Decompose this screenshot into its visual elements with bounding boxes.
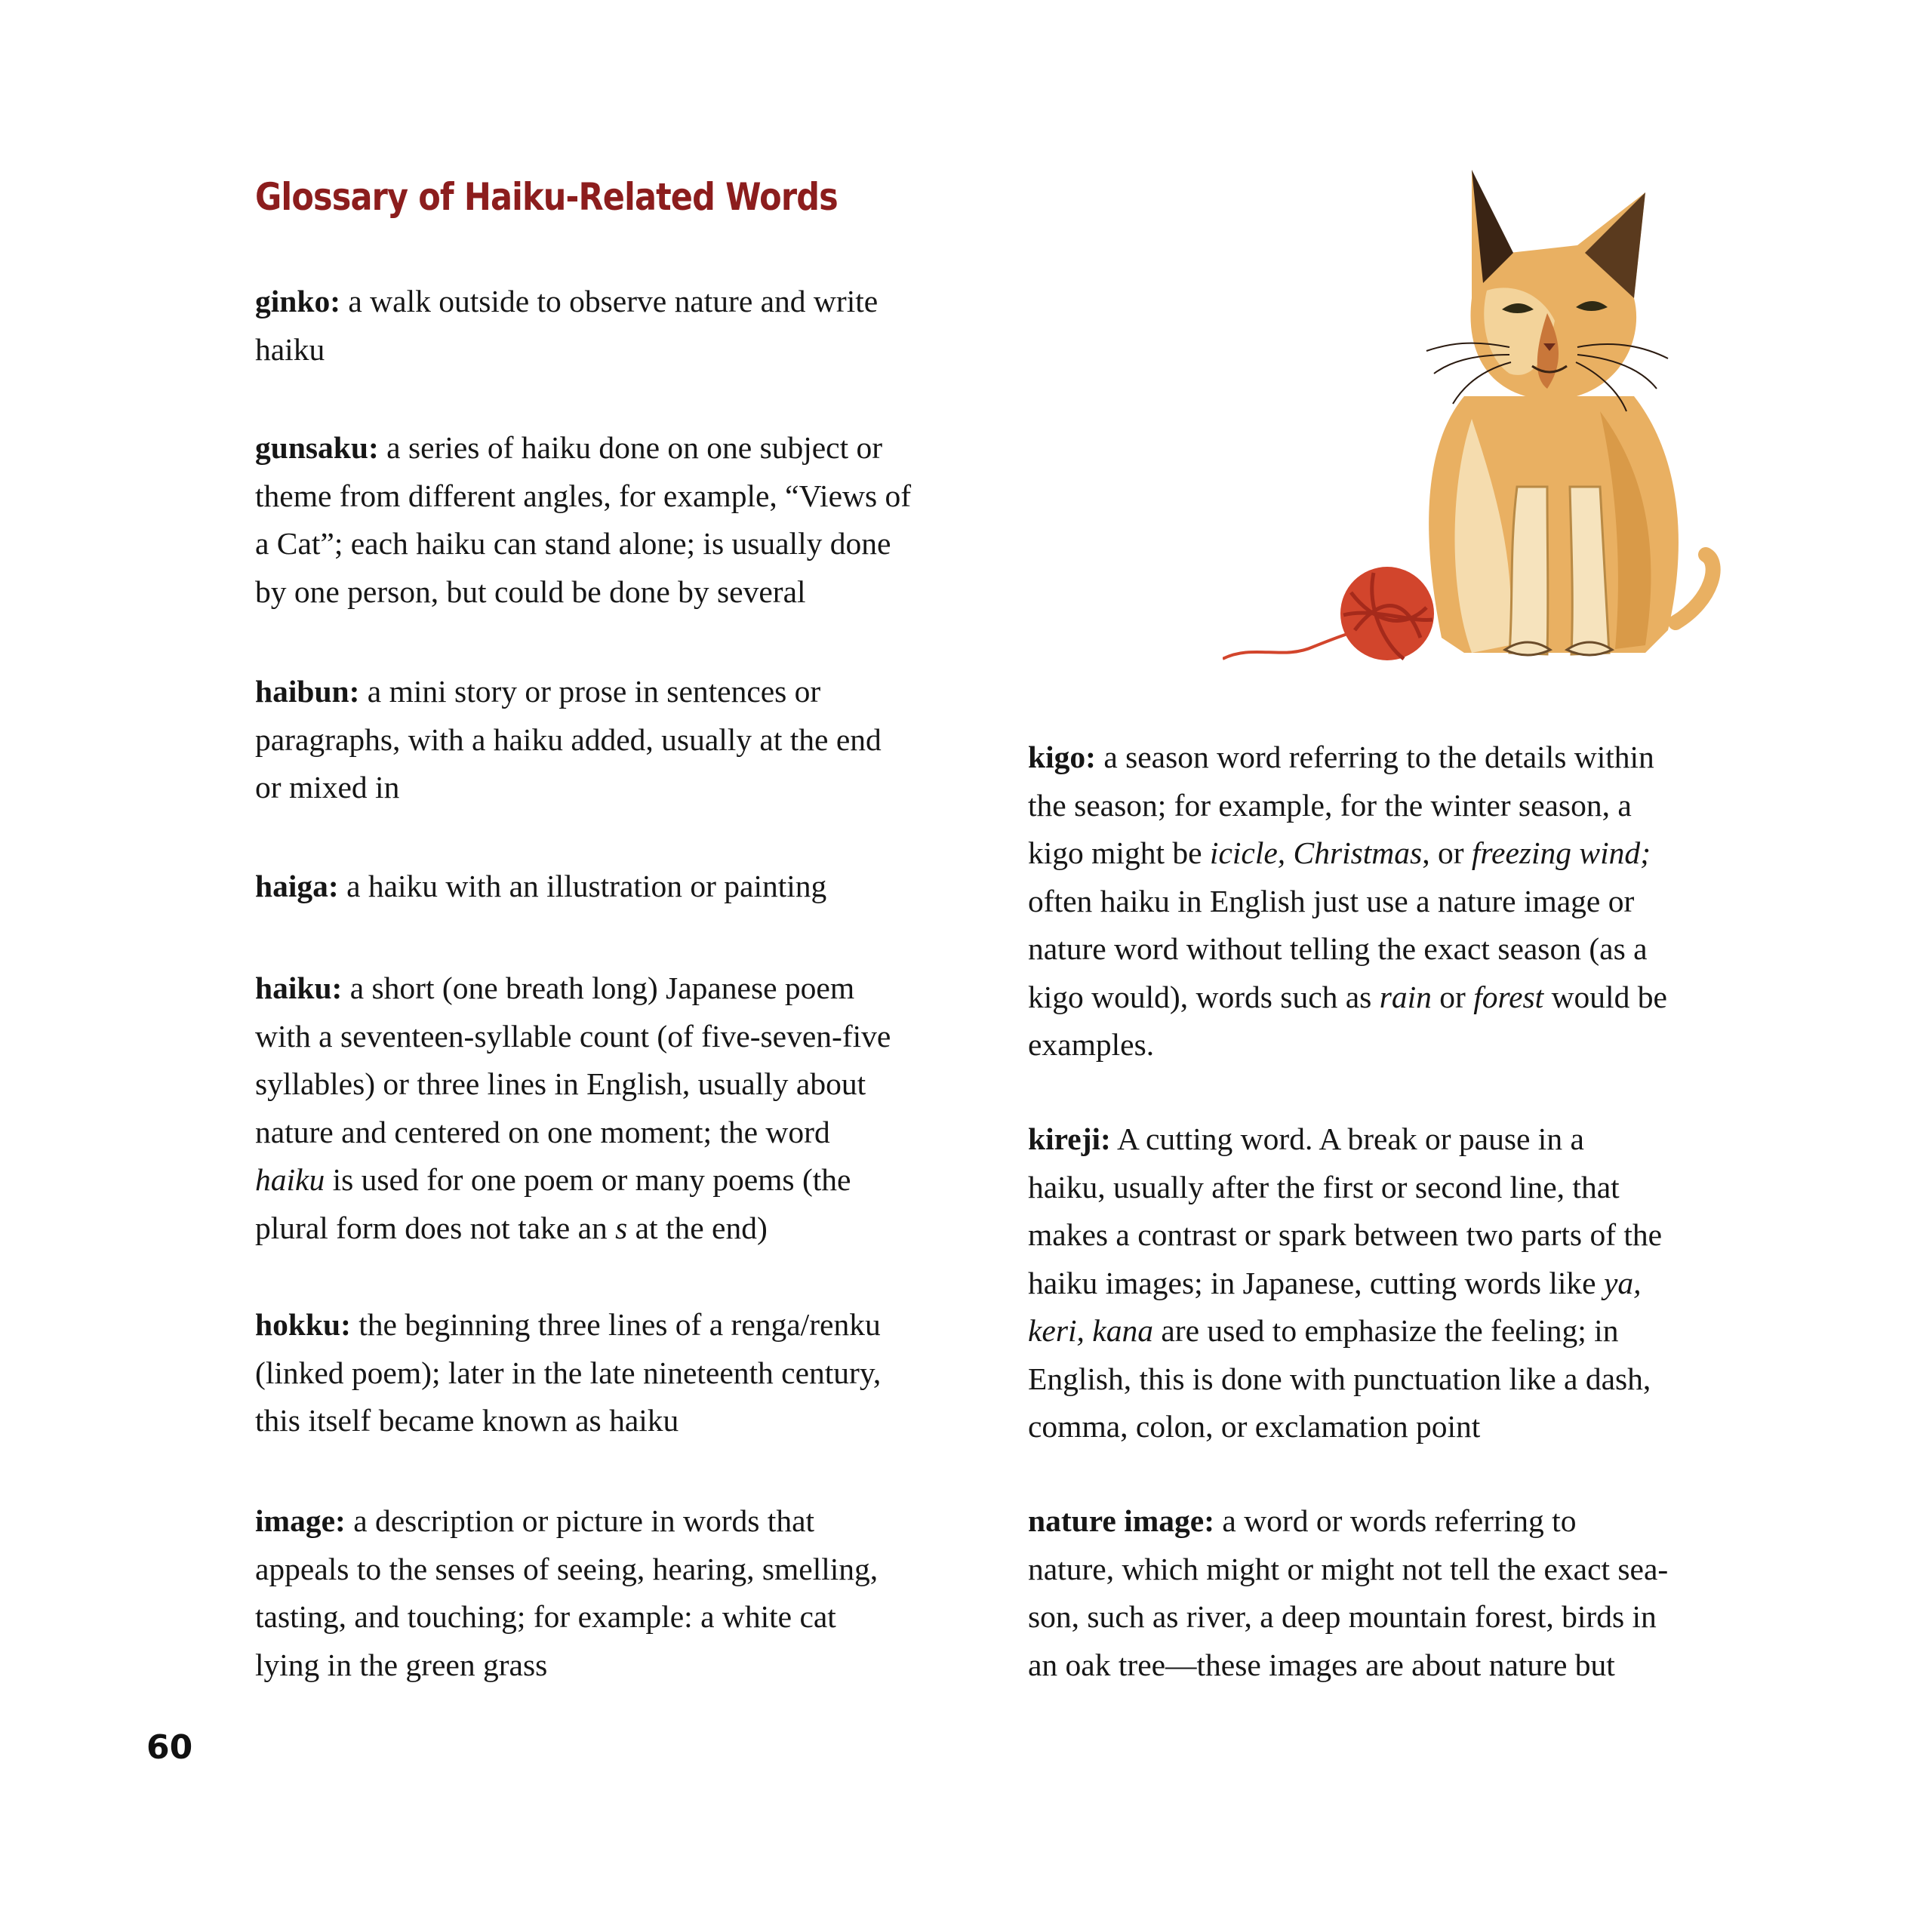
entry-text: nature, which might or might not tell the exact sea- (1028, 1551, 1669, 1586)
italic-word: freezing wind; (1471, 835, 1651, 870)
entry-term: haiga: (255, 869, 339, 903)
entry-text: nature and centered on one moment; the word (255, 1114, 830, 1149)
glossary-entry-ginko (255, 278, 878, 374)
entry-term: image: (255, 1503, 346, 1538)
entry-text-line (255, 1156, 891, 1204)
entry-text: examples. (1028, 1027, 1155, 1062)
entry-text-line (1028, 829, 1667, 878)
entry-text: paragraphs, with a haiku added, usually at the end (255, 721, 882, 757)
entry-text: haiku (255, 331, 325, 367)
entry-term: ginko: (255, 284, 341, 318)
entry-text: English, this is done with punctuation like a dash, (1028, 1361, 1651, 1396)
entry-term: nature image: (1028, 1503, 1215, 1538)
entry-text: makes a contrast or spark between two parts of the (1028, 1217, 1663, 1252)
page-title: Glossary of Haiku-Related Words (255, 175, 838, 219)
glossary-entry-haibun (255, 668, 882, 812)
entry-text-line (1028, 1260, 1662, 1308)
entry-text: tasting, and touching; for example: a white cat (255, 1599, 836, 1634)
entry-text: a word or words referring to (1214, 1503, 1577, 1538)
entry-text: haiku images; in Japanese, cutting words like (1028, 1265, 1604, 1300)
entry-text: lying in the green grass (255, 1647, 548, 1682)
entry-text: comma, colon, or exclamation point (1028, 1409, 1481, 1444)
entry-text: with a seventeen-syllable count (of five-seven-five (255, 1018, 891, 1054)
entry-text: a Cat”; each haiku can stand alone; is usually done (255, 526, 891, 561)
entry-text: a series of haiku done on one subject or (378, 430, 883, 465)
entry-text: a haiku with an illustration or painting (338, 869, 827, 903)
entry-text: nature word without telling the exact season (as a (1028, 931, 1648, 966)
entry-text: often haiku in English just use a nature image or (1028, 883, 1635, 918)
entry-term: kigo: (1028, 740, 1096, 774)
entry-text: are used to emphasize the feeling; in (1152, 1313, 1619, 1348)
entry-text: a short (one breath long) Japanese poem (342, 971, 855, 1005)
italic-word: forest (1473, 979, 1544, 1014)
entry-text: by one person, but could be done by several (255, 574, 806, 609)
italic-word: ya, (1603, 1265, 1642, 1300)
entry-text: theme from different angles, for example, “Views of (255, 478, 912, 513)
entry-text: the beginning three lines of a renga/renku (350, 1307, 881, 1342)
entry-text: kigo would), words such as (1028, 979, 1380, 1014)
entry-text: the season; for example, for the winter season, a (1028, 787, 1632, 823)
entry-text: , or (1422, 835, 1472, 870)
entry-term: haibun: (255, 674, 360, 709)
entry-text: son, such as river, a deep mountain forest, birds in (1028, 1599, 1657, 1634)
entry-text: a walk outside to observe nature and write (340, 284, 879, 318)
glossary-entry-nature-image (1028, 1497, 1668, 1689)
entry-text: appeals to the senses of seeing, hearing, smelling, (255, 1551, 879, 1586)
entry-text: or mixed in (255, 770, 400, 804)
entry-text-line (1028, 974, 1667, 1022)
entry-term: gunsaku: (255, 430, 379, 465)
italic-word: icicle, Christmas (1209, 835, 1423, 870)
entry-text: is used for one poem or many poems (the (325, 1162, 851, 1197)
entry-text: (linked poem); later in the late nineteenth century, (255, 1355, 882, 1390)
entry-text: haiku, usually after the first or second line, that (1028, 1169, 1620, 1204)
glossary-entry-kireji (1028, 1115, 1662, 1451)
italic-word: rain (1379, 979, 1432, 1014)
glossary-entry-haiku (255, 964, 891, 1252)
entry-text: kigo might be (1028, 835, 1210, 870)
glossary-entry-hokku (255, 1301, 881, 1445)
italic-word: haiku (255, 1162, 325, 1197)
entry-text-line (1028, 1307, 1662, 1355)
glossary-entry-image (255, 1497, 878, 1689)
entry-term: kireji: (1028, 1121, 1111, 1156)
entry-text: at the end) (627, 1210, 768, 1245)
glossary-entry-kigo (1028, 734, 1667, 1069)
entry-text-line (255, 1204, 891, 1253)
cat-with-yarn-ball-icon (1223, 170, 1728, 668)
italic-word: s (615, 1210, 628, 1245)
entry-text: syllables) or three lines in English, usually about (255, 1066, 866, 1101)
entry-text: this itself became known as haiku (255, 1403, 679, 1438)
page-number: 60 (146, 1728, 193, 1767)
entry-text: a mini story or prose in sentences or (359, 674, 821, 709)
italic-word: keri, kana (1028, 1313, 1153, 1348)
entry-text: plural form does not take an (255, 1210, 616, 1245)
entry-text: or (1431, 979, 1474, 1014)
entry-term: hokku: (255, 1307, 351, 1342)
entry-term: haiku: (255, 971, 343, 1005)
entry-text: a season word referring to the details within (1095, 740, 1654, 774)
glossary-entry-gunsaku (255, 424, 911, 616)
entry-text: an oak tree—these images are about nature but (1028, 1647, 1615, 1682)
entry-text: would be (1543, 979, 1667, 1014)
entry-text: a description or picture in words that (345, 1503, 815, 1538)
entry-text: A cutting word. A break or pause in a (1110, 1121, 1584, 1156)
glossary-entry-haiga (255, 863, 826, 911)
